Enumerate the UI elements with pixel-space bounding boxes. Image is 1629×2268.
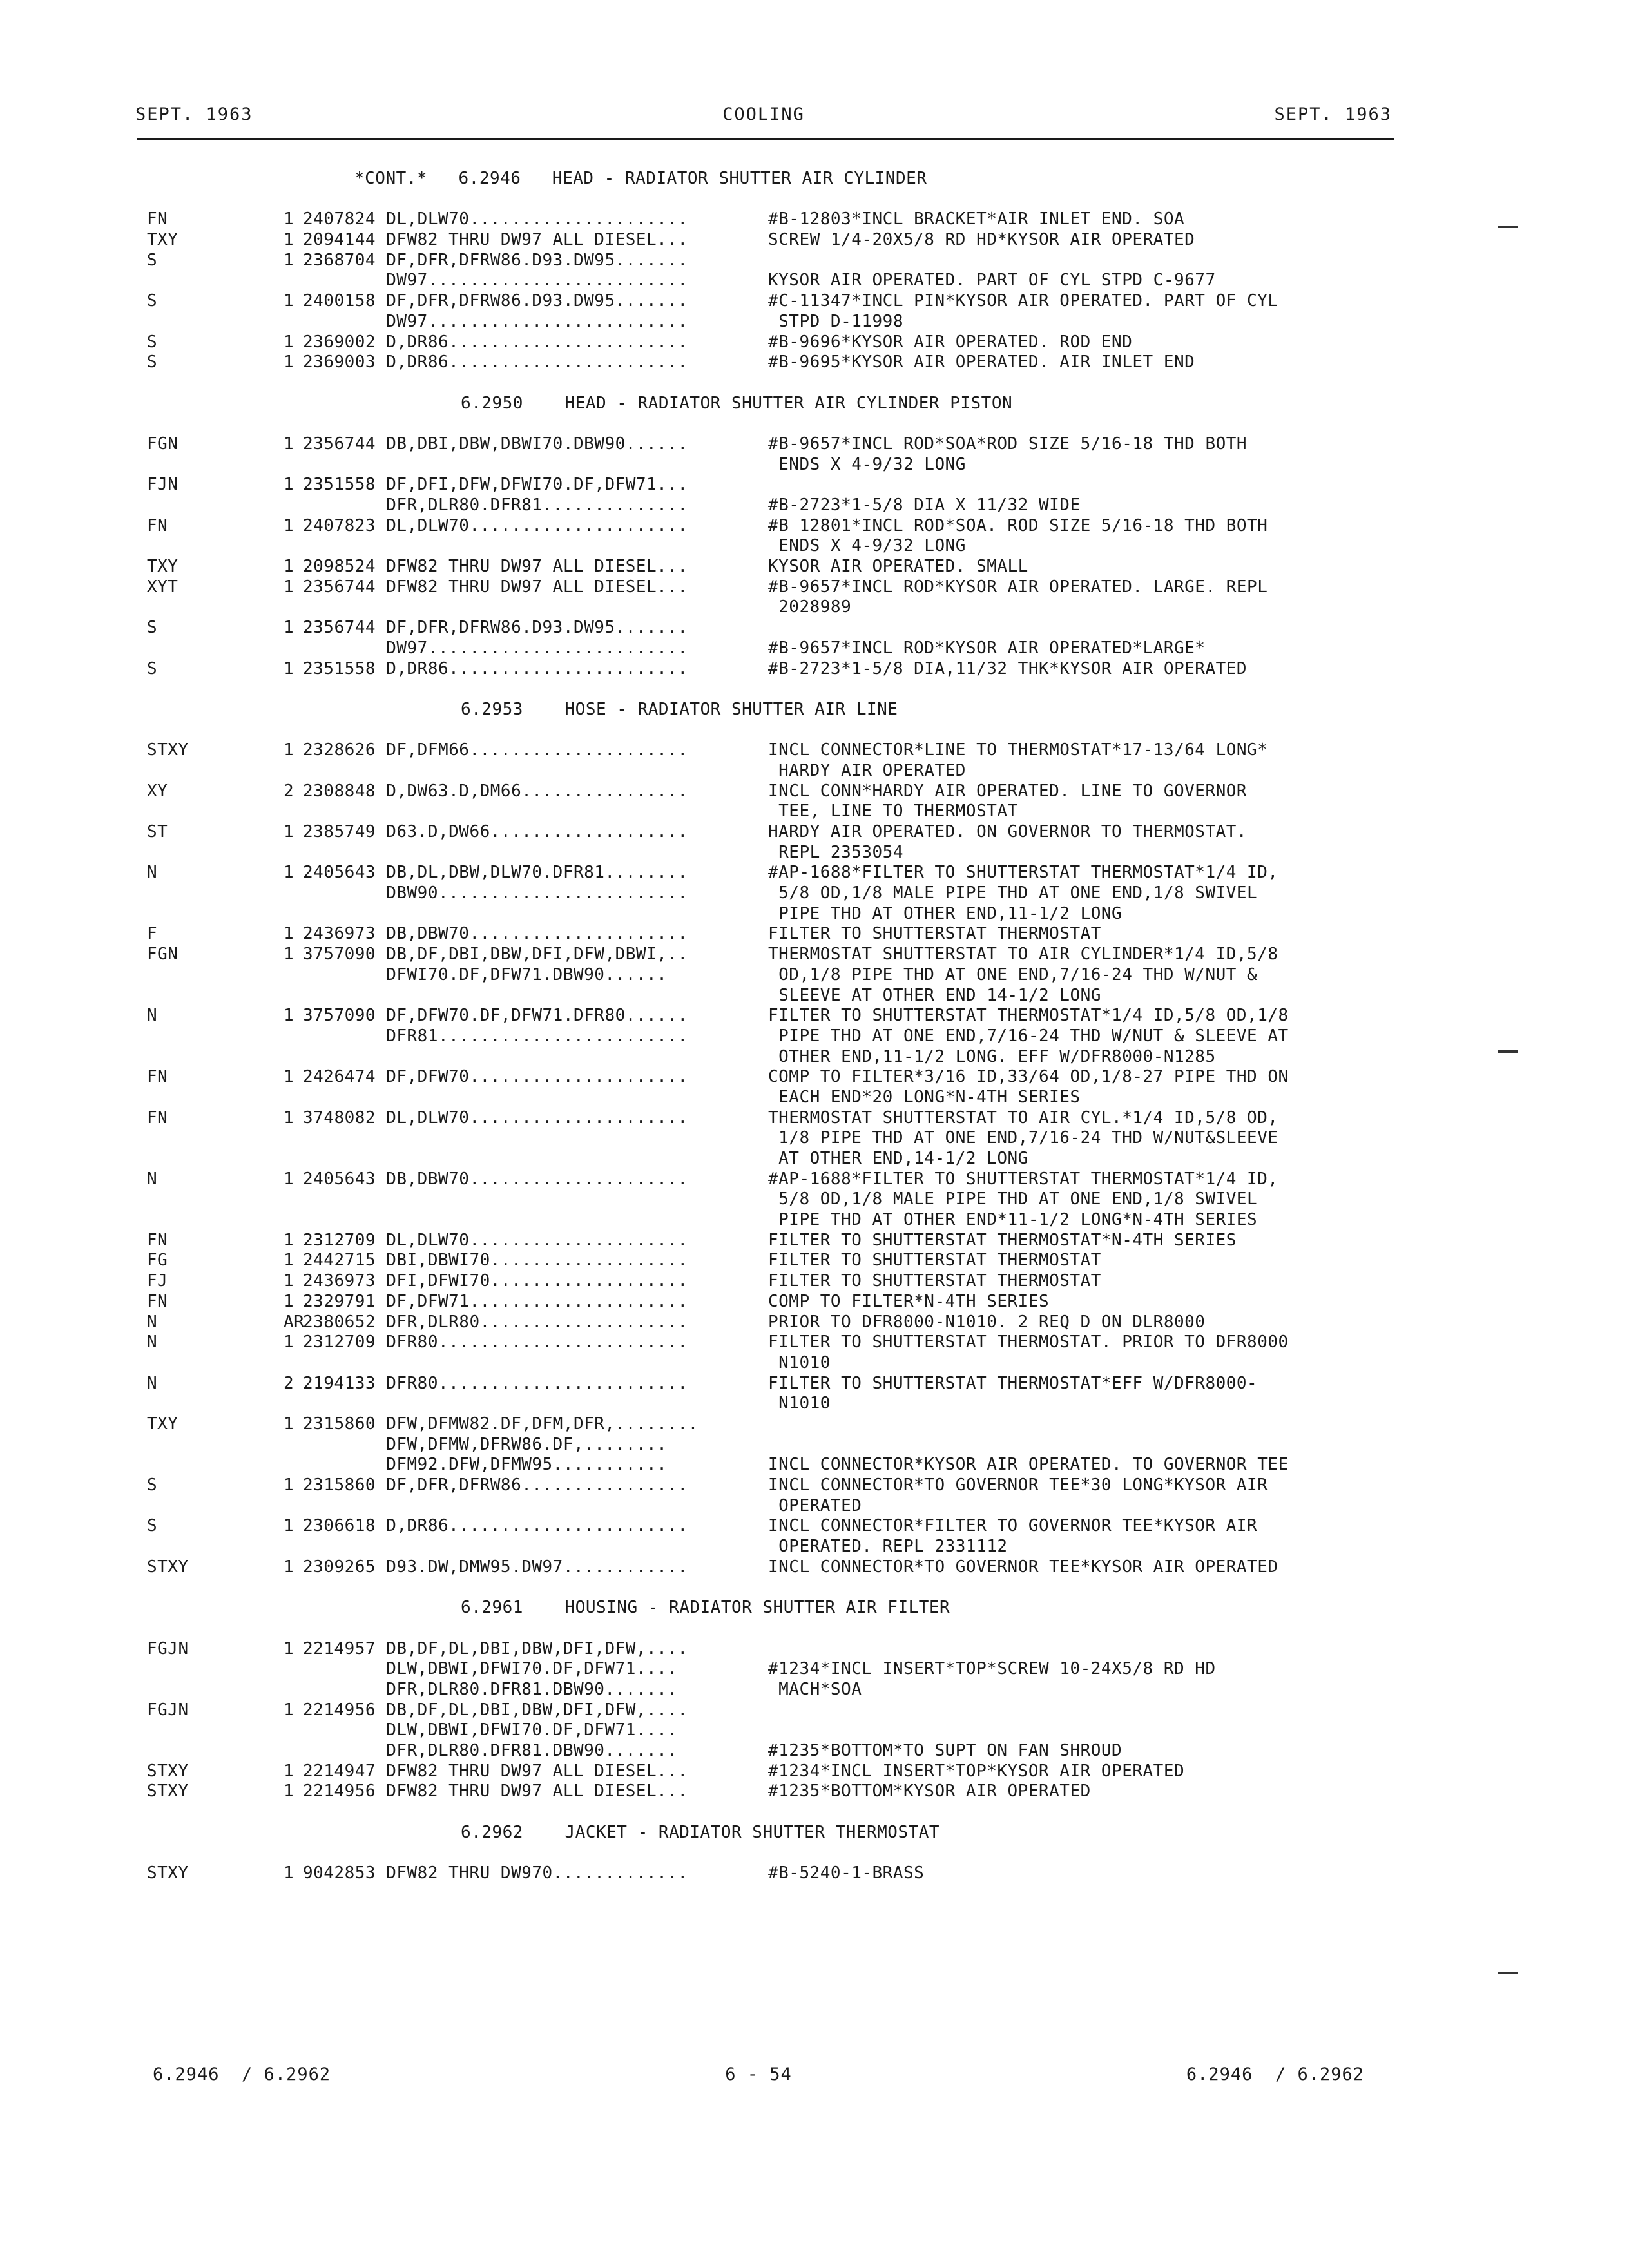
part-usage: 2214956 DB,DF,DL,DBI,DBW,DFI,DFW,.... — [303, 1700, 688, 1720]
part-description: THERMOSTAT SHUTTERSTAT TO AIR CYLINDER*1/4 ID,5/8 — [768, 945, 1278, 965]
part-code: N — [147, 1373, 158, 1393]
part-row — [0, 822, 1629, 843]
part-row — [0, 1067, 1629, 1088]
section-spacer — [0, 1619, 1629, 1639]
part-row — [0, 1047, 1629, 1068]
part-description: OTHER END,11-1/2 LONG. EFF W/DFR8000-N1285 — [768, 1046, 1216, 1066]
part-description: INCL CONNECTOR*FILTER TO GOVERNOR TEE*KYSOR AIR — [768, 1516, 1258, 1536]
part-row — [0, 843, 1629, 863]
part-description: #B-5240-1-BRASS — [768, 1863, 925, 1883]
part-usage: DFW,DFMW,DFRW86.DF,........ — [303, 1434, 668, 1454]
part-quantity: 1 — [284, 1557, 294, 1577]
part-quantity: 1 — [284, 1863, 294, 1883]
part-code: FN — [147, 1230, 168, 1250]
part-usage: DFR,DLR80.DFR81.DBW90....... — [303, 1679, 678, 1699]
section-heading — [0, 394, 1629, 414]
part-row — [0, 1231, 1629, 1251]
part-quantity: 1 — [284, 1006, 294, 1026]
section-heading — [0, 169, 1629, 189]
part-usage: 2407823 DL,DLW70..................... — [303, 515, 688, 535]
part-quantity: 1 — [284, 515, 294, 535]
part-usage: 2351558 D,DR86....................... — [303, 658, 688, 678]
part-quantity: 1 — [284, 1700, 294, 1720]
part-row — [0, 1374, 1629, 1394]
part-description: FILTER TO SHUTTERSTAT THERMOSTAT — [768, 1251, 1101, 1271]
part-code: S — [147, 352, 158, 372]
part-row — [0, 1700, 1629, 1721]
part-description: FILTER TO SHUTTERSTAT THERMOSTAT*EFF W/DFR8000- — [768, 1373, 1258, 1393]
part-row — [0, 1762, 1629, 1782]
part-quantity: 1 — [284, 1230, 294, 1250]
part-usage: 3748082 DL,DLW70..................... — [303, 1108, 688, 1128]
part-row — [0, 1292, 1629, 1312]
part-row — [0, 209, 1629, 230]
part-row — [0, 761, 1629, 782]
part-quantity: 1 — [284, 1639, 294, 1658]
part-quantity: 1 — [284, 230, 294, 250]
part-row — [0, 1537, 1629, 1557]
part-row — [0, 1863, 1629, 1884]
part-description: #1235*BOTTOM*KYSOR AIR OPERATED — [768, 1782, 1091, 1802]
section-title: 6.2962 JACKET - RADIATOR SHUTTER THERMOSTAT — [461, 1822, 940, 1842]
part-usage: 2094144 DFW82 THRU DW97 ALL DIESEL... — [303, 230, 688, 250]
part-description: FILTER TO SHUTTERSTAT THERMOSTAT — [768, 1271, 1101, 1291]
part-quantity: 1 — [284, 250, 294, 270]
part-row — [0, 1210, 1629, 1231]
part-description: #B-12803*INCL BRACKET*AIR INLET END. SOA — [768, 209, 1185, 229]
part-row — [0, 904, 1629, 925]
part-row — [0, 352, 1629, 373]
part-quantity: 1 — [284, 924, 294, 944]
part-description: #B-9696*KYSOR AIR OPERATED. ROD END — [768, 332, 1133, 352]
part-code: STXY — [147, 1863, 189, 1883]
part-description: COMP TO FILTER*3/16 ID,33/64 OD,1/8-27 PIPE THD ON — [768, 1067, 1289, 1087]
part-row — [0, 1496, 1629, 1517]
part-quantity: 1 — [284, 1516, 294, 1536]
part-description: SCREW 1/4-20X5/8 RD HD*KYSOR AIR OPERATED — [768, 230, 1195, 250]
margin-mark — [1498, 1050, 1518, 1053]
part-usage: 2306618 D,DR86....................... — [303, 1516, 688, 1536]
part-code: N — [147, 1312, 158, 1332]
part-row — [0, 1169, 1629, 1190]
part-row — [0, 1353, 1629, 1374]
part-description: #B-9657*INCL ROD*KYSOR AIR OPERATED*LARGE* — [768, 638, 1206, 658]
part-row — [0, 1189, 1629, 1210]
part-usage: 2194133 DFR80........................ — [303, 1373, 688, 1393]
part-usage: 2436973 DFI,DFWI70................... — [303, 1271, 688, 1291]
part-code: XYT — [147, 577, 178, 597]
part-usage: 2328626 DF,DFM66..................... — [303, 740, 688, 760]
part-quantity: 1 — [284, 1414, 294, 1434]
part-row — [0, 924, 1629, 945]
part-description: PIPE THD AT OTHER END,11-1/2 LONG — [768, 903, 1123, 923]
part-row — [0, 1720, 1629, 1741]
part-description: #B-9695*KYSOR AIR OPERATED. AIR INLET END — [768, 352, 1195, 372]
part-row — [0, 434, 1629, 455]
part-code: FJN — [147, 475, 178, 495]
part-code: FN — [147, 1067, 168, 1087]
part-code: FN — [147, 1291, 168, 1311]
part-row — [0, 740, 1629, 761]
part-usage: 2098524 DFW82 THRU DW97 ALL DIESEL... — [303, 557, 688, 577]
part-usage: DBW90........................ — [303, 883, 688, 903]
part-row — [0, 1782, 1629, 1802]
part-code: FGN — [147, 945, 178, 965]
part-description: REPL 2353054 — [768, 842, 903, 862]
part-usage: DFR,DLR80.DFR81.DBW90....... — [303, 1740, 678, 1760]
part-row — [0, 659, 1629, 680]
section-title: 6.2953 HOSE - RADIATOR SHUTTER AIR LINE — [461, 699, 898, 719]
part-quantity: AR — [284, 1312, 305, 1332]
part-usage: DW97......................... — [303, 311, 688, 331]
part-row — [0, 271, 1629, 291]
part-usage: 2214957 DB,DF,DL,DBI,DBW,DFI,DFW,.... — [303, 1639, 688, 1658]
part-code: FJ — [147, 1271, 168, 1291]
header-section-title: COOLING — [722, 104, 805, 124]
part-row — [0, 618, 1629, 639]
part-code: N — [147, 1006, 158, 1026]
part-row — [0, 1659, 1629, 1680]
section-heading — [0, 700, 1629, 720]
part-usage: 2329791 DF,DFW71..................... — [303, 1291, 688, 1311]
part-description: INCL CONN*HARDY AIR OPERATED. LINE TO GOVERNOR — [768, 781, 1248, 801]
part-code: N — [147, 863, 158, 883]
part-quantity: 1 — [284, 1782, 294, 1802]
part-description: #1235*BOTTOM*TO SUPT ON FAN SHROUD — [768, 1740, 1123, 1760]
part-code: FGJN — [147, 1700, 189, 1720]
page-footer — [153, 2064, 1364, 2093]
part-code: S — [147, 291, 158, 311]
part-description: #C-11347*INCL PIN*KYSOR AIR OPERATED. PART OF CYL — [768, 291, 1278, 311]
part-description: TEE, LINE TO THERMOSTAT — [768, 802, 1018, 822]
part-description: FILTER TO SHUTTERSTAT THERMOSTAT. PRIOR TO DFR8000 — [768, 1332, 1289, 1352]
section-spacer — [0, 1577, 1629, 1598]
part-description: OD,1/8 PIPE THD AT ONE END,7/16-24 THD W/NUT & — [768, 965, 1258, 985]
part-code: STXY — [147, 740, 189, 760]
part-quantity: 1 — [284, 1271, 294, 1291]
part-description: HARDY AIR OPERATED — [768, 760, 966, 780]
part-description: N1010 — [768, 1394, 831, 1414]
section-title: 6.2950 HEAD - RADIATOR SHUTTER AIR CYLINDER PISTON — [461, 393, 1013, 413]
part-row — [0, 230, 1629, 251]
part-code: FGN — [147, 434, 178, 454]
part-description: FILTER TO SHUTTERSTAT THERMOSTAT — [768, 924, 1101, 944]
part-row — [0, 251, 1629, 271]
part-description: THERMOSTAT SHUTTERSTAT TO AIR CYL.*1/4 ID,5/8 OD, — [768, 1108, 1278, 1128]
part-description: PIPE THD AT OTHER END*11-1/2 LONG*N-4TH SERIES — [768, 1210, 1258, 1230]
part-code: FN — [147, 1108, 168, 1128]
part-usage: 2400158 DF,DFR,DFRW86.D93.DW95....... — [303, 291, 688, 311]
part-row — [0, 782, 1629, 802]
section-spacer — [0, 679, 1629, 700]
part-usage: DLW,DBWI,DFWI70.DF,DFW71.... — [303, 1720, 678, 1740]
part-row — [0, 965, 1629, 986]
section-spacer — [0, 189, 1629, 210]
part-row — [0, 1128, 1629, 1149]
section-spacer — [0, 373, 1629, 394]
part-quantity: 2 — [284, 1373, 294, 1393]
page-header — [135, 104, 1392, 133]
section-title: 6.2961 HOUSING - RADIATOR SHUTTER AIR FILTER — [461, 1598, 950, 1618]
part-usage: 2369002 D,DR86....................... — [303, 332, 688, 352]
part-usage: 2312709 DL,DLW70..................... — [303, 1230, 688, 1250]
part-usage: 2442715 DBI,DBWI70................... — [303, 1251, 688, 1271]
part-quantity: 1 — [284, 1108, 294, 1128]
part-description: PIPE THD AT ONE END,7/16-24 THD W/NUT & SLEEVE AT — [768, 1026, 1289, 1046]
part-quantity: 1 — [284, 291, 294, 311]
part-row — [0, 1006, 1629, 1026]
part-quantity: 1 — [284, 557, 294, 577]
part-row — [0, 1680, 1629, 1700]
part-description: #B-2723*1-5/8 DIA X 11/32 WIDE — [768, 495, 1081, 515]
header-date-right: SEPT. 1963 — [1274, 104, 1392, 124]
part-row — [0, 1394, 1629, 1414]
margin-mark — [1498, 226, 1518, 228]
part-row — [0, 1639, 1629, 1660]
part-row — [0, 639, 1629, 659]
part-quantity: 1 — [284, 1291, 294, 1311]
part-description: 5/8 OD,1/8 MALE PIPE THD AT ONE END,1/8 SWIVEL — [768, 1189, 1258, 1209]
part-usage: 2369003 D,DR86....................... — [303, 352, 688, 372]
part-description: KYSOR AIR OPERATED. PART OF CYL STPD C-9677 — [768, 271, 1216, 291]
part-row — [0, 291, 1629, 312]
part-row — [0, 1108, 1629, 1129]
part-usage: 3757090 DB,DF,DBI,DBW,DFI,DFW,DBWI,.. — [303, 945, 688, 965]
part-code: N — [147, 1332, 158, 1352]
part-row — [0, 945, 1629, 965]
part-row — [0, 1414, 1629, 1435]
part-usage: 2356744 DB,DBI,DBW,DBWI70.DBW90...... — [303, 434, 688, 454]
part-row — [0, 577, 1629, 598]
part-description: #1234*INCL INSERT*TOP*SCREW 10-24X5/8 RD HD — [768, 1659, 1216, 1679]
part-quantity: 1 — [284, 1169, 294, 1189]
part-quantity: 1 — [284, 945, 294, 965]
part-code: S — [147, 332, 158, 352]
part-quantity: 1 — [284, 863, 294, 883]
parts-list — [0, 169, 1629, 1884]
part-row — [0, 863, 1629, 883]
section-spacer — [0, 720, 1629, 741]
part-row — [0, 332, 1629, 353]
part-usage: 2351558 DF,DFI,DFW,DFWI70.DF,DFW71... — [303, 475, 688, 495]
part-usage: 2407824 DL,DLW70..................... — [303, 209, 688, 229]
part-row — [0, 455, 1629, 476]
part-description: 5/8 OD,1/8 MALE PIPE THD AT ONE END,1/8 SWIVEL — [768, 883, 1258, 903]
part-description: INCL CONNECTOR*LINE TO THERMOSTAT*17-13/64 LONG* — [768, 740, 1268, 760]
part-quantity: 1 — [284, 475, 294, 495]
section-spacer — [0, 1802, 1629, 1823]
part-usage: 2308848 D,DW63.D,DM66................ — [303, 781, 688, 801]
part-description: AT OTHER END,14-1/2 LONG — [768, 1149, 1028, 1168]
part-usage: 2315860 DFW,DFMW82.DF,DFM,DFR,........ — [303, 1414, 699, 1434]
part-description: EACH END*20 LONG*N-4TH SERIES — [768, 1087, 1081, 1107]
part-row — [0, 597, 1629, 618]
part-usage: DLW,DBWI,DFWI70.DF,DFW71.... — [303, 1659, 678, 1679]
header-date-left: SEPT. 1963 — [135, 104, 253, 124]
part-row — [0, 1026, 1629, 1047]
part-description: FILTER TO SHUTTERSTAT THERMOSTAT*1/4 ID,5/8 OD,1/8 — [768, 1006, 1289, 1026]
part-description: #AP-1688*FILTER TO SHUTTERSTAT THERMOSTAT*1/4 ID, — [768, 1169, 1278, 1189]
part-code: STXY — [147, 1557, 189, 1577]
part-quantity: 1 — [284, 1067, 294, 1087]
part-code: F — [147, 924, 158, 944]
part-row — [0, 536, 1629, 557]
part-row — [0, 1741, 1629, 1762]
part-quantity: 2 — [284, 781, 294, 801]
part-usage: 9042853 DFW82 THRU DW970............. — [303, 1863, 688, 1883]
part-code: S — [147, 1475, 158, 1495]
part-row — [0, 986, 1629, 1006]
part-description: N1010 — [768, 1352, 831, 1372]
part-row — [0, 1271, 1629, 1292]
part-quantity: 1 — [284, 658, 294, 678]
part-description: #B 12801*INCL ROD*SOA. ROD SIZE 5/16-18 THD BOTH — [768, 515, 1268, 535]
part-usage: DFWI70.DF,DFW71.DBW90...... — [303, 965, 668, 985]
part-quantity: 1 — [284, 352, 294, 372]
part-usage: 2315860 DF,DFR,DFRW86................ — [303, 1475, 688, 1495]
part-row — [0, 1557, 1629, 1578]
part-description: STPD D-11998 — [768, 311, 903, 331]
part-description: #B-2723*1-5/8 DIA,11/32 THK*KYSOR AIR OPERATED — [768, 658, 1248, 678]
part-code: FGJN — [147, 1639, 189, 1658]
part-row — [0, 1435, 1629, 1456]
footer-range-right: 6.2946 / 6.2962 — [1186, 2064, 1364, 2084]
margin-mark — [1498, 1972, 1518, 1974]
part-description: KYSOR AIR OPERATED. SMALL — [768, 557, 1028, 577]
part-usage: DFR81........................ — [303, 1026, 688, 1046]
part-row — [0, 1251, 1629, 1271]
part-code: ST — [147, 822, 168, 841]
part-quantity: 1 — [284, 434, 294, 454]
part-row — [0, 312, 1629, 332]
part-code: S — [147, 618, 158, 638]
section-heading — [0, 1823, 1629, 1843]
part-quantity: 1 — [284, 1332, 294, 1352]
footer-range-left: 6.2946 / 6.2962 — [153, 2064, 331, 2084]
part-description: #B-9657*INCL ROD*SOA*ROD SIZE 5/16-18 THD BOTH — [768, 434, 1248, 454]
part-row — [0, 475, 1629, 495]
part-code: FN — [147, 209, 168, 229]
part-row — [0, 1475, 1629, 1496]
part-usage: 2309265 D93.DW,DMW95.DW97............ — [303, 1557, 688, 1577]
part-row — [0, 1455, 1629, 1475]
part-row — [0, 802, 1629, 822]
part-description: COMP TO FILTER*N-4TH SERIES — [768, 1291, 1050, 1311]
part-usage: 2312709 DFR80........................ — [303, 1332, 688, 1352]
part-usage: 2368704 DF,DFR,DFRW86.D93.DW95....... — [303, 250, 688, 270]
part-description: PRIOR TO DFR8000-N1010. 2 REQ D ON DLR8000 — [768, 1312, 1206, 1332]
part-quantity: 1 — [284, 1761, 294, 1781]
part-code: STXY — [147, 1782, 189, 1802]
section-spacer — [0, 414, 1629, 434]
section-title: *CONT.* 6.2946 HEAD - RADIATOR SHUTTER AIR CYLINDER — [354, 169, 927, 188]
part-quantity: 1 — [284, 822, 294, 841]
part-row — [0, 1149, 1629, 1169]
part-description: OPERATED. REPL 2331112 — [768, 1537, 1008, 1557]
part-usage: DW97......................... — [303, 638, 688, 658]
part-usage: 2405643 DB,DBW70..................... — [303, 1169, 688, 1189]
part-quantity: 1 — [284, 1251, 294, 1271]
part-description: 2028989 — [768, 597, 852, 617]
header-rule — [137, 138, 1394, 140]
part-usage: DW97......................... — [303, 271, 688, 291]
part-description: INCL CONNECTOR*TO GOVERNOR TEE*KYSOR AIR OPERATED — [768, 1557, 1278, 1577]
part-code: S — [147, 658, 158, 678]
part-description: MACH*SOA — [768, 1679, 862, 1699]
part-usage: 2356744 DF,DFR,DFRW86.D93.DW95....... — [303, 618, 688, 638]
part-usage: 3757090 DF,DFW70.DF,DFW71.DFR80...... — [303, 1006, 688, 1026]
part-quantity: 1 — [284, 577, 294, 597]
part-description: SLEEVE AT OTHER END 14-1/2 LONG — [768, 985, 1101, 1005]
part-description: #B-9657*INCL ROD*KYSOR AIR OPERATED. LARGE. REPL — [768, 577, 1268, 597]
part-quantity: 1 — [284, 1475, 294, 1495]
part-description: ENDS X 4-9/32 LONG — [768, 454, 966, 474]
part-description: #1234*INCL INSERT*TOP*KYSOR AIR OPERATED — [768, 1761, 1185, 1781]
part-quantity: 1 — [284, 740, 294, 760]
part-quantity: 1 — [284, 618, 294, 638]
part-row — [0, 1088, 1629, 1108]
part-usage: 2385749 D63.D,DW66................... — [303, 822, 688, 841]
section-heading — [0, 1598, 1629, 1619]
part-quantity: 1 — [284, 332, 294, 352]
part-usage: DFR,DLR80.DFR81.............. — [303, 495, 688, 515]
part-code: TXY — [147, 1414, 178, 1434]
part-usage: 2436973 DB,DBW70..................... — [303, 924, 688, 944]
part-usage: 2380652 DFR,DLR80.................... — [303, 1312, 688, 1332]
part-description: OPERATED — [768, 1495, 862, 1515]
part-code: XY — [147, 781, 168, 801]
part-description: ENDS X 4-9/32 LONG — [768, 536, 966, 556]
part-row — [0, 516, 1629, 537]
part-description: FILTER TO SHUTTERSTAT THERMOSTAT*N-4TH SERIES — [768, 1230, 1237, 1250]
part-description: INCL CONNECTOR*KYSOR AIR OPERATED. TO GOVERNOR TEE — [768, 1455, 1289, 1475]
part-row — [0, 557, 1629, 577]
part-usage: 2405643 DB,DL,DBW,DLW70.DFR81........ — [303, 863, 688, 883]
part-code: STXY — [147, 1761, 189, 1781]
part-usage: 2214947 DFW82 THRU DW97 ALL DIESEL... — [303, 1761, 688, 1781]
part-code: FN — [147, 515, 168, 535]
part-description: #AP-1688*FILTER TO SHUTTERSTAT THERMOSTAT*1/4 ID, — [768, 863, 1278, 883]
part-row — [0, 1516, 1629, 1537]
section-spacer — [0, 1843, 1629, 1863]
part-code: TXY — [147, 230, 178, 250]
part-code: TXY — [147, 557, 178, 577]
part-code: N — [147, 1169, 158, 1189]
part-description: INCL CONNECTOR*TO GOVERNOR TEE*30 LONG*KYSOR AIR — [768, 1475, 1268, 1495]
part-row — [0, 495, 1629, 516]
part-code: S — [147, 250, 158, 270]
part-description: HARDY AIR OPERATED. ON GOVERNOR TO THERMOSTAT. — [768, 822, 1248, 841]
part-code: S — [147, 1516, 158, 1536]
part-quantity: 1 — [284, 209, 294, 229]
part-usage: 2356744 DFW82 THRU DW97 ALL DIESEL... — [303, 577, 688, 597]
part-row — [0, 883, 1629, 904]
part-description: 1/8 PIPE THD AT ONE END,7/16-24 THD W/NUT&SLEEVE — [768, 1128, 1278, 1148]
part-usage: DFM92.DFW,DFMW95........... — [303, 1455, 668, 1475]
part-row — [0, 1312, 1629, 1333]
part-usage: 2426474 DF,DFW70..................... — [303, 1067, 688, 1087]
part-usage: 2214956 DFW82 THRU DW97 ALL DIESEL... — [303, 1782, 688, 1802]
part-row — [0, 1332, 1629, 1353]
part-code: FG — [147, 1251, 168, 1271]
footer-page-number: 6 - 54 — [725, 2064, 792, 2084]
